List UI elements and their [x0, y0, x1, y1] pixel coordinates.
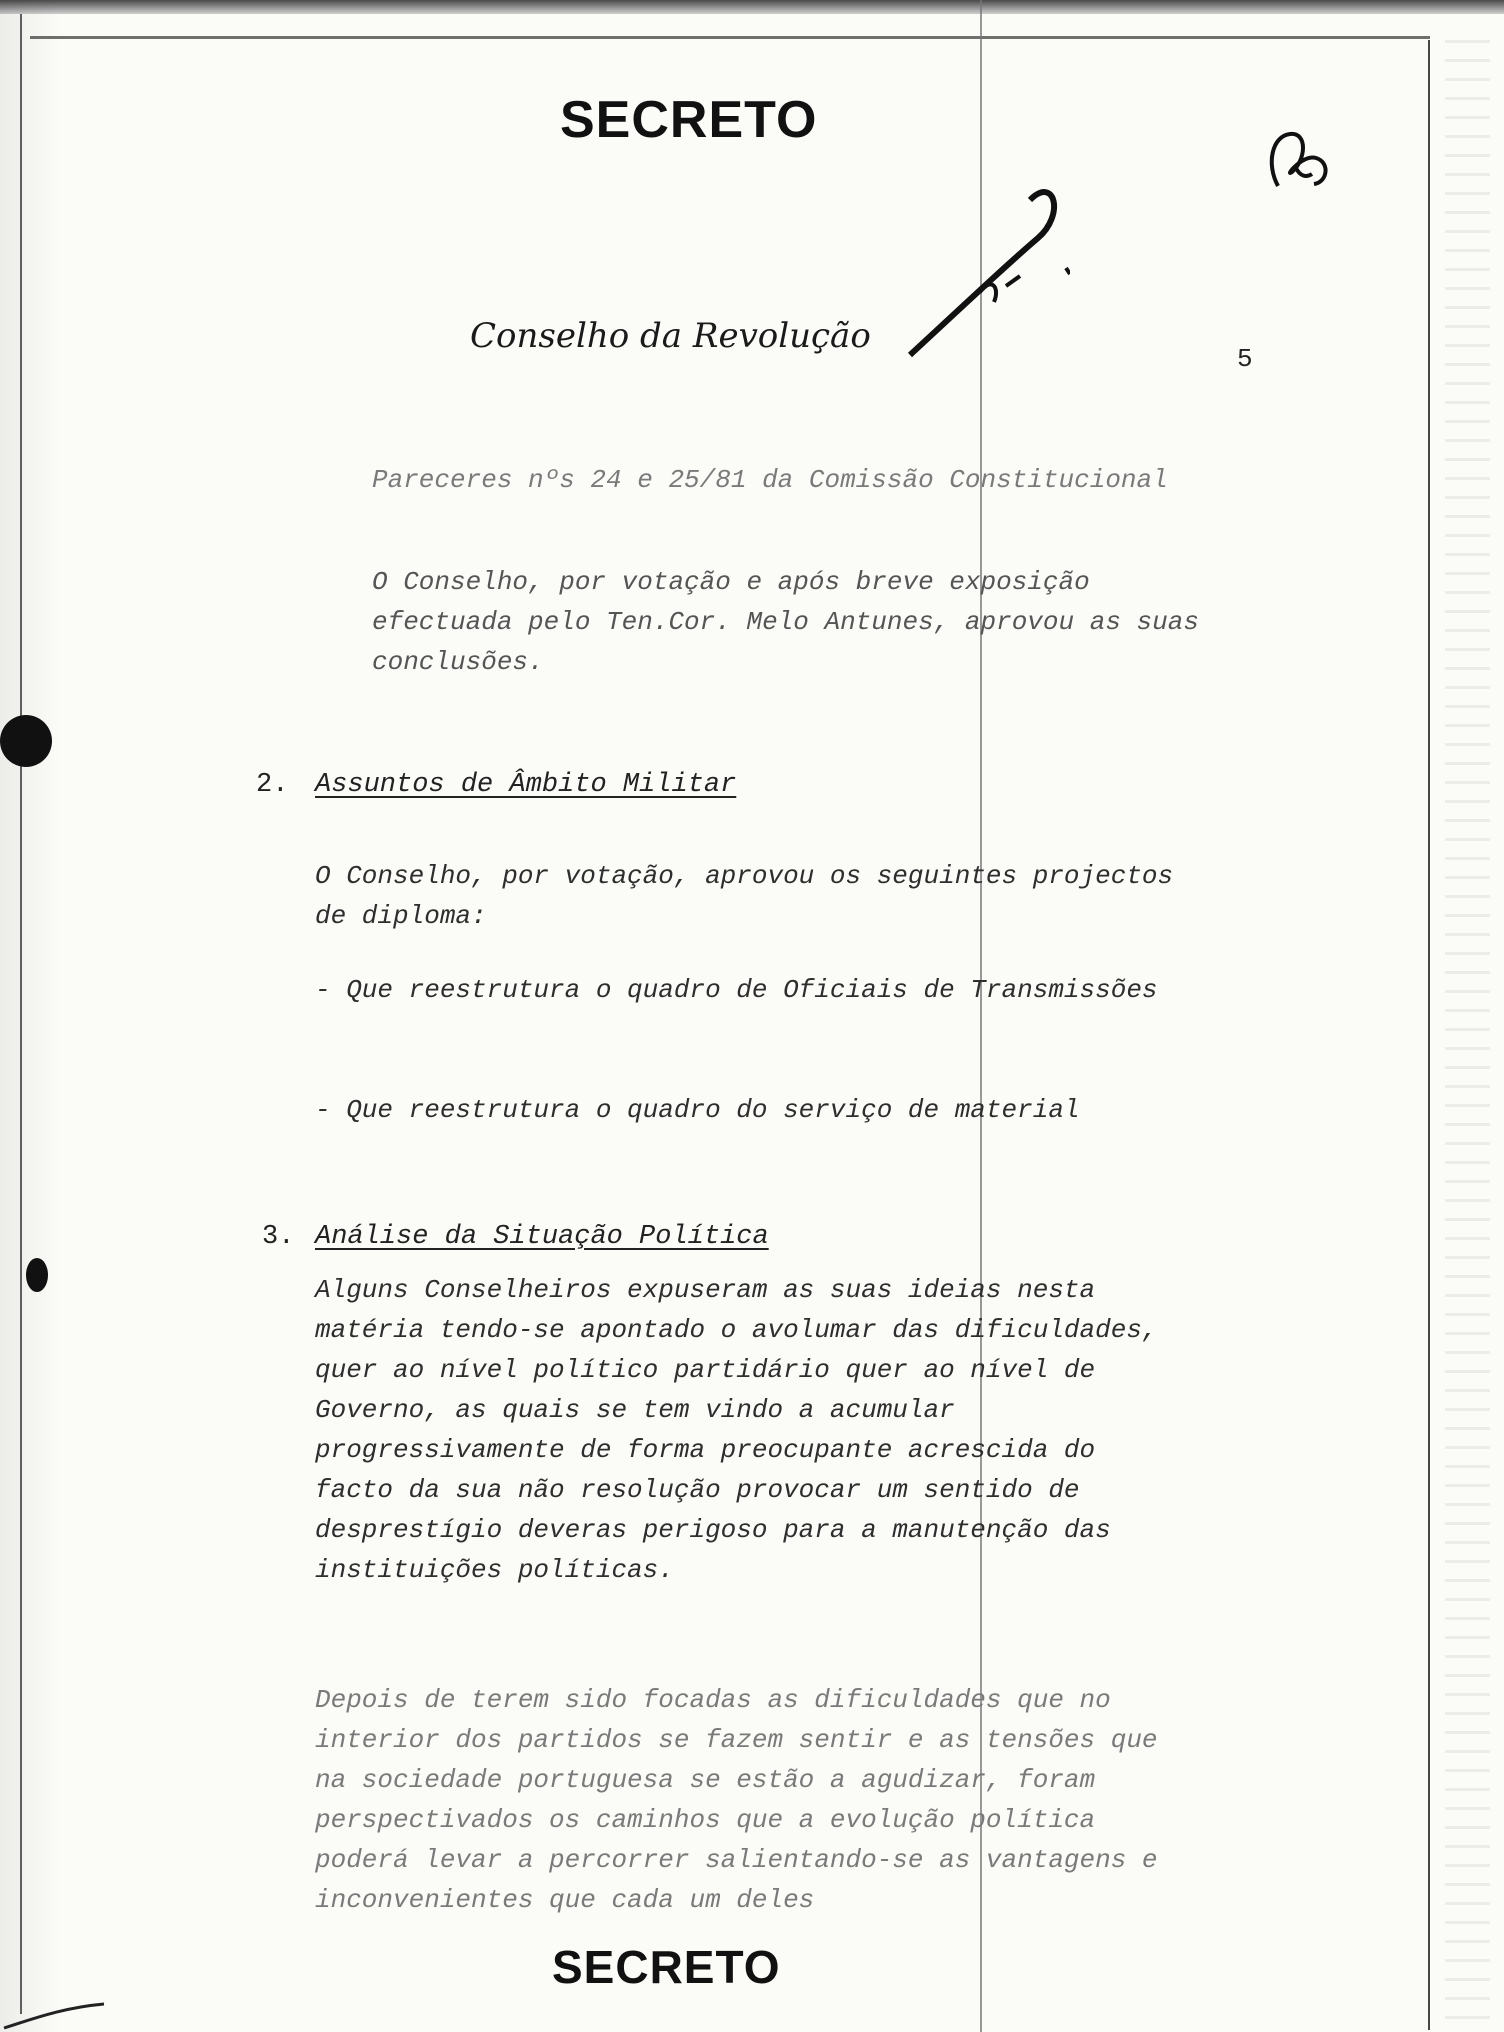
page-top-edge — [30, 36, 1430, 39]
section2-title-text: Assuntos de Âmbito Militar — [315, 770, 737, 800]
page-number: 5 — [1237, 344, 1253, 374]
section3-title — [315, 1222, 769, 1252]
signature — [870, 180, 1070, 380]
section2-intro: O Conselho, por votação, aprovou os seguintes projectos de diploma: — [315, 861, 1174, 931]
page-left-edge — [20, 14, 22, 2014]
section3-paragraph-2: Depois de terem sido focadas as dificuldades que no interior dos partidos se fazem sentir e as tensões que na sociedade portuguesa se estão a agudizar, foram perspectivados os caminhos que a evolução política poderá levar a percorrer salientando-se as vantagens e inconvenientes que cada um deles — [315, 1685, 1158, 1915]
intro-text: O Conselho, por votação e após breve exposição efectuada pelo Ten.Cor. Melo Antunes, aprovou as suas conclusões. — [372, 567, 1199, 677]
section3-paragraph-1: Alguns Conselheiros expuseram as suas ideias nesta matéria tendo-se apontado o avolumar das dificuldades, quer ao nível político partidário quer ao nível de Governo, as quais se tem vindo a acumular progressivamente de forma preocupante acrescida do facto da sua não resolução provocar um sentido de desprestígio deveras perigoso para a manutenção das instituições políticas. — [315, 1275, 1158, 1585]
section2-item-1: - Que reestrutura o quadro de Oficiais de Transmissões — [315, 975, 1158, 1005]
section2-item-2: - Que reestrutura o quadro do serviço de material — [315, 1095, 1080, 1125]
intro-subject: Pareceres nºs 24 e 25/81 da Comissão Constitucional — [372, 465, 1168, 495]
section3-number: 3. — [262, 1222, 295, 1252]
scan-left-shadow — [0, 0, 60, 2032]
letterhead: Conselho da Revolução — [470, 316, 871, 356]
classification-bottom: SECRETO — [552, 1941, 781, 1993]
punch-hole-lower — [26, 1258, 48, 1292]
initials-mark — [1256, 124, 1346, 204]
section3-title-text: Análise da Situação Política — [315, 1222, 769, 1252]
margin-stroke — [0, 1990, 110, 2032]
scan-top-edge — [0, 0, 1504, 14]
punch-hole-upper — [0, 715, 52, 767]
classification-top: SECRETO — [560, 91, 818, 149]
section2-number: 2. — [256, 770, 289, 800]
page-right-edge — [1428, 40, 1430, 2030]
scan-noise-strip — [1445, 40, 1490, 2020]
section2-title — [315, 770, 736, 800]
